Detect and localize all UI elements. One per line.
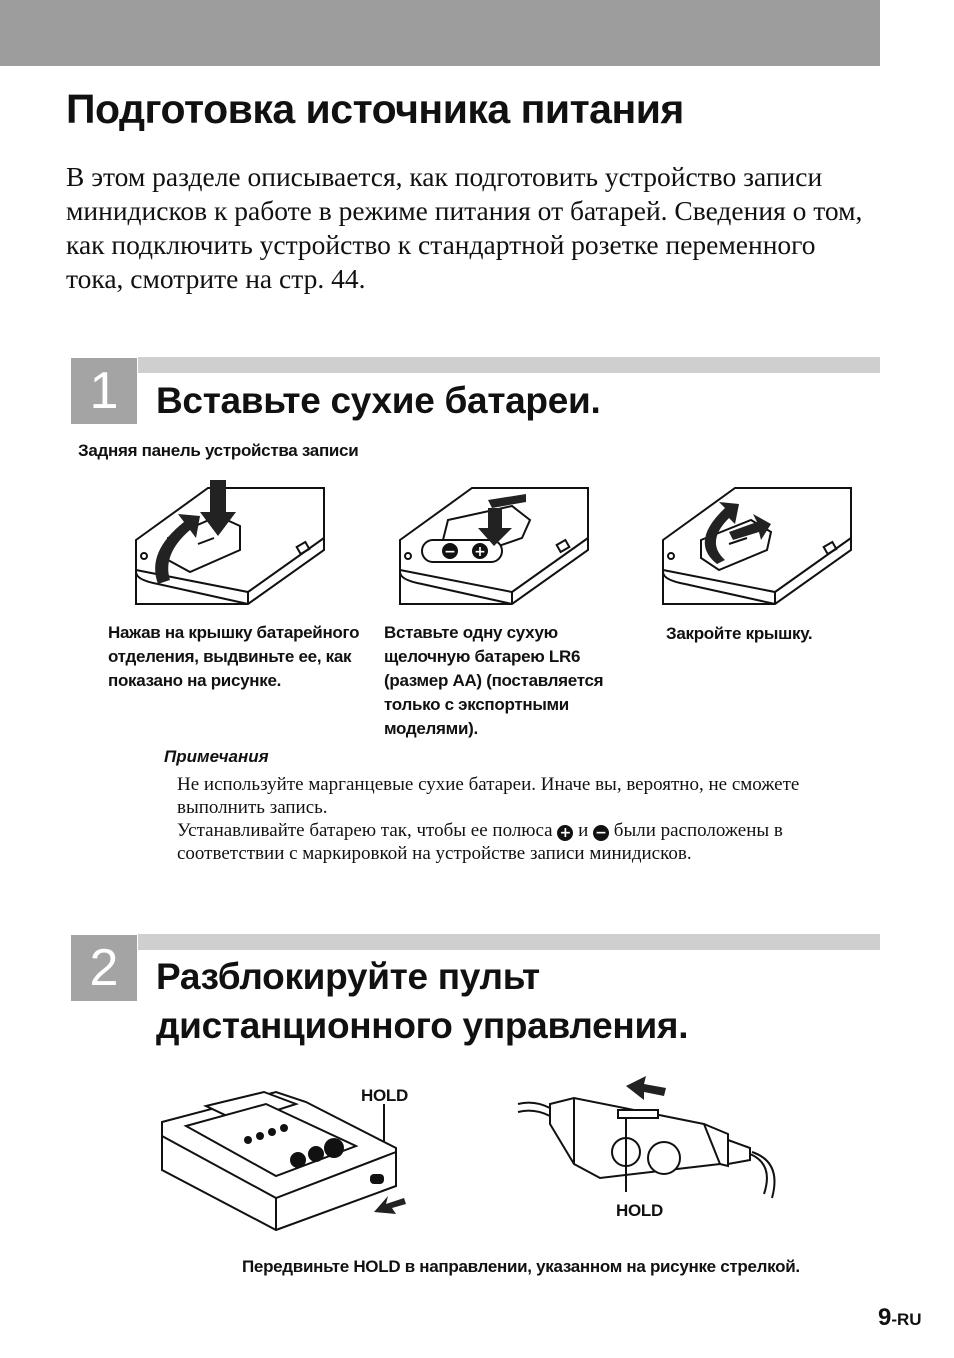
notes-block — [177, 773, 877, 865]
step2-number: 2 — [71, 935, 137, 1001]
page-title: Подготовка источника питания — [66, 86, 684, 132]
note-2-before: Устанавливайте батарею так, чтобы ее полюса — [177, 820, 553, 841]
hold-label-remote: HOLD — [616, 1201, 663, 1220]
header-bar — [0, 0, 880, 66]
step2-title-line2: дистанционного управления. — [156, 1005, 689, 1046]
step1-number: 1 — [71, 358, 137, 424]
battery-plus: + — [474, 544, 486, 560]
plus-icon: + — [557, 825, 573, 841]
hold-label-recorder: HOLD — [361, 1086, 408, 1105]
page-number-suffix: -RU — [891, 1310, 922, 1329]
step2-rule — [138, 934, 880, 950]
step1-rule — [138, 357, 880, 373]
page-number-value: 9 — [878, 1304, 892, 1331]
step1-title: Вставьте сухие батареи. — [156, 380, 601, 421]
note-1: Не используйте марганцевые сухие батареи. Иначе вы, вероятно, не сможете выполнить запись. — [177, 774, 800, 818]
note-2 — [177, 819, 877, 865]
caption-step1c: Закройте крышку. — [666, 624, 813, 643]
step2-title-line1: Разблокируйте пульт — [156, 956, 540, 997]
figure-remote-hold — [514, 1074, 784, 1204]
battery-minus: − — [444, 544, 456, 560]
page-number — [878, 1304, 922, 1332]
caption-step2: Передвиньте HOLD в направлении, указанном на рисунке стрелкой. — [242, 1257, 800, 1276]
caption-step1b: Вставьте одну сухую щелочную батарею LR6 (размер АА) (поставляется только с экспортными моделями). — [384, 623, 604, 738]
intro-text: В этом разделе описывается, как подготовить устройство записи минидисков к работе в режиме питания от батарей. Сведения о том, как подключить устройство к стандартной розетке переменного тока, смотрите на стр. 44. — [66, 161, 863, 294]
minus-icon: − — [593, 825, 609, 841]
arrow-icon — [626, 1076, 666, 1100]
figure-recorder-hold — [156, 1086, 416, 1236]
caption-step1a: Нажав на крышку батарейного отделения, выдвиньте ее, как показано на рисунке. — [108, 623, 360, 690]
figure-insert-battery — [392, 480, 592, 610]
notes-heading: Примечания — [164, 747, 269, 766]
figure-open-cover — [128, 480, 328, 610]
arrow-icon — [374, 1196, 406, 1214]
note-2-and: и — [578, 820, 589, 841]
figure-close-cover — [655, 480, 855, 610]
note-2-after: были расположены в соответствии с маркировкой на устройстве записи минидисков. — [177, 820, 783, 864]
rear-panel-label: Задняя панель устройства записи — [78, 441, 359, 460]
